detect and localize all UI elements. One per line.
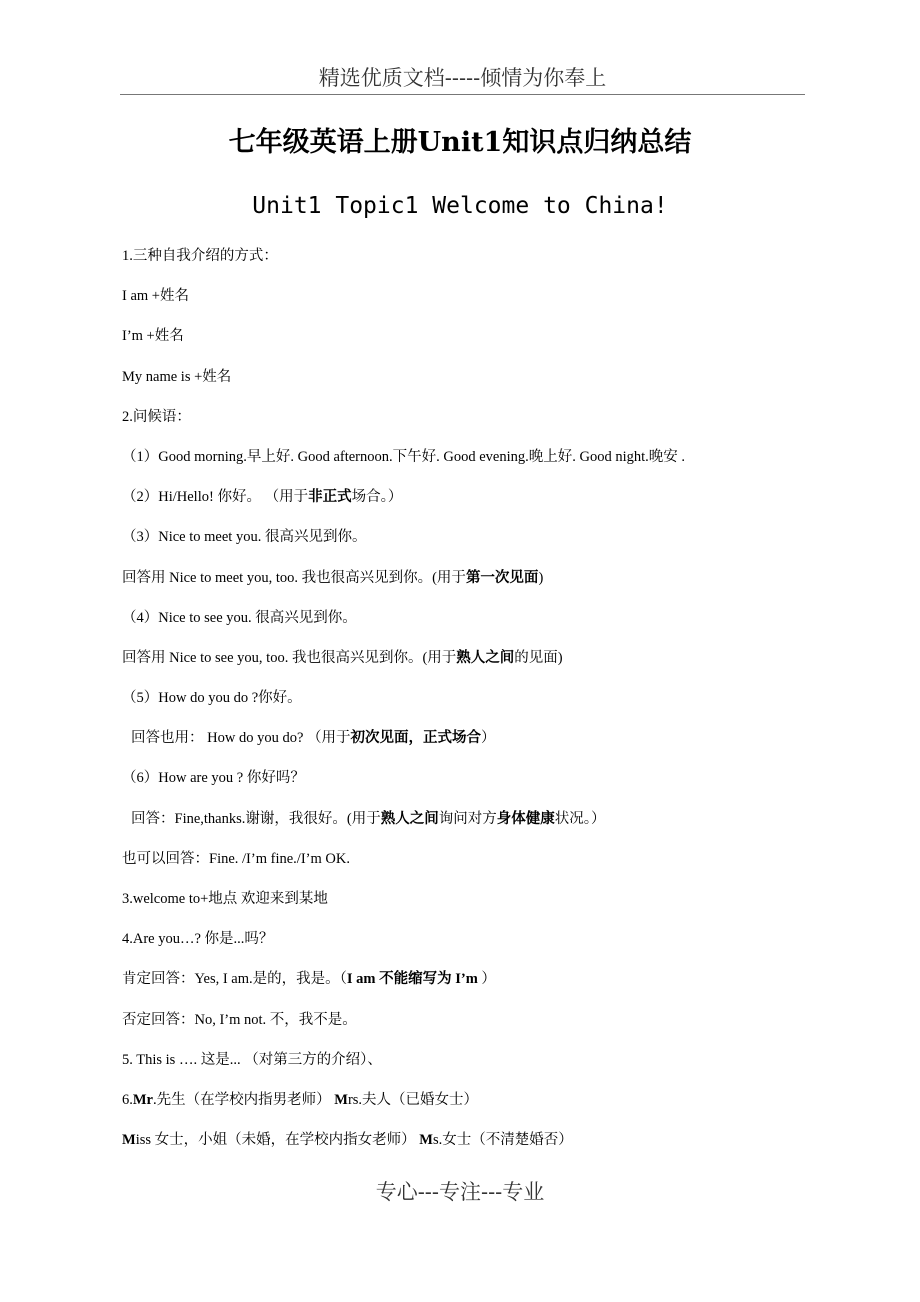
bold-text: 熟人之间 <box>380 810 439 827</box>
text-line <box>122 1088 812 1128</box>
bold-text: 初次见面，正式场合 <box>350 730 482 747</box>
text-segment: 回答用 Nice to see you, too. 我也很高兴见到你。(用于 <box>122 649 457 666</box>
bold-text: 非正式 <box>308 489 352 506</box>
text-segment: （5）How do you do ?你好。 <box>122 690 302 707</box>
page-header: 精选优质文档-----倾情为你奉上 <box>120 62 805 95</box>
text-segment: 肯定回答：Yes, I am.是的，我是。（ <box>122 971 347 988</box>
text-line <box>122 847 812 887</box>
text-line <box>122 324 812 364</box>
text-line <box>122 525 812 565</box>
text-segment: ） <box>477 971 496 988</box>
text-segment: 询问对方 <box>438 810 497 827</box>
text-line <box>122 766 812 806</box>
bold-text: 身体健康 <box>496 810 555 827</box>
text-segment: 否定回答：No, I’m not. 不，我不是。 <box>122 1011 357 1028</box>
text-line <box>122 887 812 927</box>
bold-text: 第一次见面 <box>465 569 539 586</box>
text-segment: 6. <box>122 1091 133 1108</box>
bold-text: 熟人之间 <box>456 649 515 666</box>
text-line <box>122 1008 812 1048</box>
text-segment: 也可以回答：Fine. /I’m fine./I’m OK. <box>122 850 350 867</box>
text-line <box>122 606 812 646</box>
section-subtitle: Unit1 Topic1 Welcome to China! <box>252 193 668 219</box>
text-line <box>122 405 812 445</box>
document-body <box>122 244 812 1168</box>
text-line <box>122 445 812 485</box>
bold-text: Mr <box>132 1091 153 1108</box>
text-segment: .先生（在学校内指男老师） <box>153 1091 335 1108</box>
text-line <box>122 967 812 1007</box>
text-segment: 1.三种自我介绍的方式： <box>122 248 278 264</box>
text-segment: （3）Nice to meet you. 很高兴见到你。 <box>122 529 367 546</box>
bold-text: M <box>334 1091 348 1108</box>
document-title: 七年级英语上册Unit1知识点归纳总结 <box>228 127 692 158</box>
text-segment: 回答：Fine,thanks.谢谢，我很好。(用于 <box>131 810 381 827</box>
text-segment: My name is +姓名 <box>122 368 232 385</box>
text-segment: ） <box>481 730 496 747</box>
text-segment: （2）Hi/Hello! 你好。 （用于 <box>122 489 309 506</box>
text-line <box>122 807 812 847</box>
text-segment: 回答用 Nice to meet you, too. 我也很高兴见到你。(用于 <box>122 569 466 586</box>
text-segment: ) <box>538 569 544 586</box>
text-line <box>122 485 812 525</box>
text-segment: 场合。） <box>351 489 403 506</box>
text-segment: 3.welcome to+地点 欢迎来到某地 <box>122 891 328 907</box>
text-segment: （1）Good morning.早上好. Good afternoon.下午好. Good evening.晚上好. Good night.晚安 . <box>122 448 686 465</box>
text-segment: I’m +姓名 <box>122 328 184 345</box>
text-segment: iss 女士，小姐（未婚，在学校内指女老师） <box>135 1132 420 1149</box>
text-segment: 回答也用： How do you do? （用于 <box>131 730 351 747</box>
text-line <box>122 927 812 967</box>
text-segment: 4.Are you…? 你是...吗？ <box>122 931 274 948</box>
page-footer: 专心---专注---专业 <box>375 1180 545 1204</box>
text-line <box>122 646 812 686</box>
bold-text: I am 不能缩写为 I’m <box>346 971 478 988</box>
text-line <box>122 1128 812 1168</box>
text-line <box>122 284 812 324</box>
bold-text: M <box>419 1132 433 1149</box>
text-line <box>122 365 812 405</box>
text-line <box>122 566 812 606</box>
text-segment: 5. This is …. 这是... （对第三方的介绍）、 <box>122 1051 382 1068</box>
text-segment: s.女士（不清楚婚否） <box>432 1132 573 1149</box>
bold-text: M <box>122 1132 136 1149</box>
text-segment: （6）How are you ? 你好吗？ <box>122 770 305 787</box>
text-segment: I am +姓名 <box>122 288 189 305</box>
text-segment: 的见面) <box>514 649 563 666</box>
text-segment: 2.问候语： <box>122 408 191 425</box>
text-segment: rs.夫人（已婚女士） <box>347 1091 479 1108</box>
text-segment: （4）Nice to see you. 很高兴见到你。 <box>122 609 357 626</box>
text-line <box>122 686 812 726</box>
text-segment: 状况。） <box>554 810 606 827</box>
text-line <box>122 244 812 284</box>
text-line <box>122 1048 812 1088</box>
text-line <box>122 726 812 766</box>
